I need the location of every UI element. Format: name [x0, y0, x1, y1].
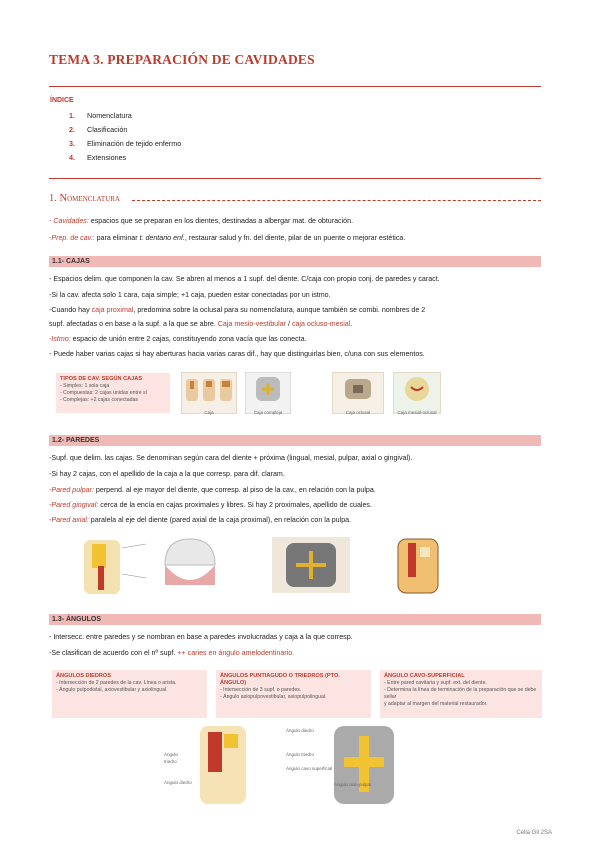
section-heading: 1. Nomenclatura: [49, 193, 120, 204]
band-cajas: 1.1- CAJAS: [49, 256, 541, 267]
text-line: -Pared pulpar: perpend. al eje mayor del diente, que corresp. al piso de la cav., en relación con la pulpa.: [49, 486, 376, 494]
index-item[interactable]: 4. Extensiones: [69, 153, 127, 162]
def-cavidades: - Cavidades: espacios que se preparan en los dientes, destinadas a albergar mat. de obturación.: [49, 217, 354, 225]
cavity-image: Caja mesial-oclusal: [393, 372, 441, 414]
def-prep: -Prep. de cav.: para eliminar t. dentario enf., restaurar salud y fn. del diente, pilar de un puente o mejorar estética.: [49, 234, 406, 242]
text-line: supf. afectadas o en base a la supf. a la que se abre. Caja mesio-vestibular / caja ocluso-mesial.: [49, 320, 353, 328]
text-line: -Istmo: espacio de unión entre 2 cajas, constituyendo zona vacía que las conecta.: [49, 335, 307, 343]
text-line: -Se clasifican de acuerdo con el nº supf. ++ caries en ángulo amelodentinario.: [49, 649, 295, 657]
text-line: -Cuando hay caja proximal, predomina sobre la oclusal para su nomenclatura, aunque también se combi. nombres de 2: [49, 306, 426, 314]
section-dash-rule: [132, 200, 541, 201]
title-divider: [49, 86, 541, 87]
wall-diagram: [76, 534, 156, 598]
band-angulos: 1.3- ÁNGULOS: [49, 614, 541, 625]
angles-diagram-right: Ángulo diedro Ángulo triedro Ángulo cavo superficial Ángulo axio-pulpar: [284, 722, 414, 808]
index-item[interactable]: 3. Eliminación de tejido enfermo: [69, 139, 182, 148]
angles-box-cavosuperficial: ÁNGULO CAVO-SUPERFICIAL - Entre pared cavitaria y supf. ext. del diente. - Determina la línea de terminación de la preparación que se debe sellar y adaptar al margen del material restaurador.: [380, 670, 542, 718]
text-line: -Supf. que delim. las cajas. Se denominan según cara del diente + próxima (lingual, mesial, pulpar, axial o gingival).: [49, 454, 413, 462]
text-line: - Puede haber varias cajas si hay aberturas hacia varias caras dif., hay que distinguirlas bien, c/una con sus elementos.: [49, 350, 425, 358]
text-line: -Si hay 2 cajas, con el apellido de la caja a la que corresp. para dif. claram.: [49, 470, 285, 478]
cavity-image: Caja compleja: [245, 372, 291, 414]
angles-box-triedros: ÁNGULOS PUNTIAGUDO O TRIEDROS (PTO. ÁNGULO) - Intersección de 3 supf. o paredes. - Ángulo axiopulpovestibular, axiopulpolingual.: [216, 670, 371, 718]
cavity-image: Caja oclusal: [332, 372, 384, 414]
footer-author: Celia Gil 2SA: [516, 830, 552, 836]
wall-diagram: [388, 533, 452, 597]
wall-diagram: [270, 535, 352, 595]
index-heading: ÍNDICE: [50, 97, 74, 104]
cavity-image: Caja: [181, 372, 237, 414]
text-line: - Espacios delim. que componen la cav. Se abren al menos a 1 supf. del diente. C/caja con propio conj. de paredes y caract.: [49, 275, 440, 283]
cajas-types-box: TIPOS DE CAV. SEGÚN CAJAS - Simples: 1 sola caja - Compuestas: 2 cajas unidas entre sí - Complejas: +2 cajas conectadas: [56, 373, 170, 413]
text-line: -Si la cav. afecta solo 1 cara, caja simple; +1 caja, pueden estar conectadas por un istmo.: [49, 291, 331, 299]
index-item[interactable]: 2. Clasificación: [69, 125, 128, 134]
text-line: - Intersecc. entre paredes y se nombran en base a paredes involucradas y caja a la que corresp.: [49, 633, 353, 641]
angles-box-diedros: ÁNGULOS DIEDROS - Intersección de 2 paredes de la cav. Línea o arista. - Ángulo pulpodistal, axiovestibular y axiolingual.: [52, 670, 207, 718]
page-title: TEMA 3. PREPARACIÓN DE CAVIDADES: [49, 52, 315, 67]
text-line: -Pared gingival: cerca de la encía en cajas proximales y libres. Si hay 2 proximales, apellido de cuales.: [49, 501, 372, 509]
text-line: -Pared axial: paralela al eje del diente (pared axial de la caja proximal), en relación con la pulpa.: [49, 516, 352, 524]
angles-diagram-left: Ángulo triedro Ángulo diedro: [164, 722, 264, 808]
wall-diagram: [161, 535, 219, 591]
index-item[interactable]: 1. Nomenclatura: [69, 111, 132, 120]
index-divider: [49, 178, 541, 179]
band-paredes: 1.2- PAREDES: [49, 435, 541, 446]
